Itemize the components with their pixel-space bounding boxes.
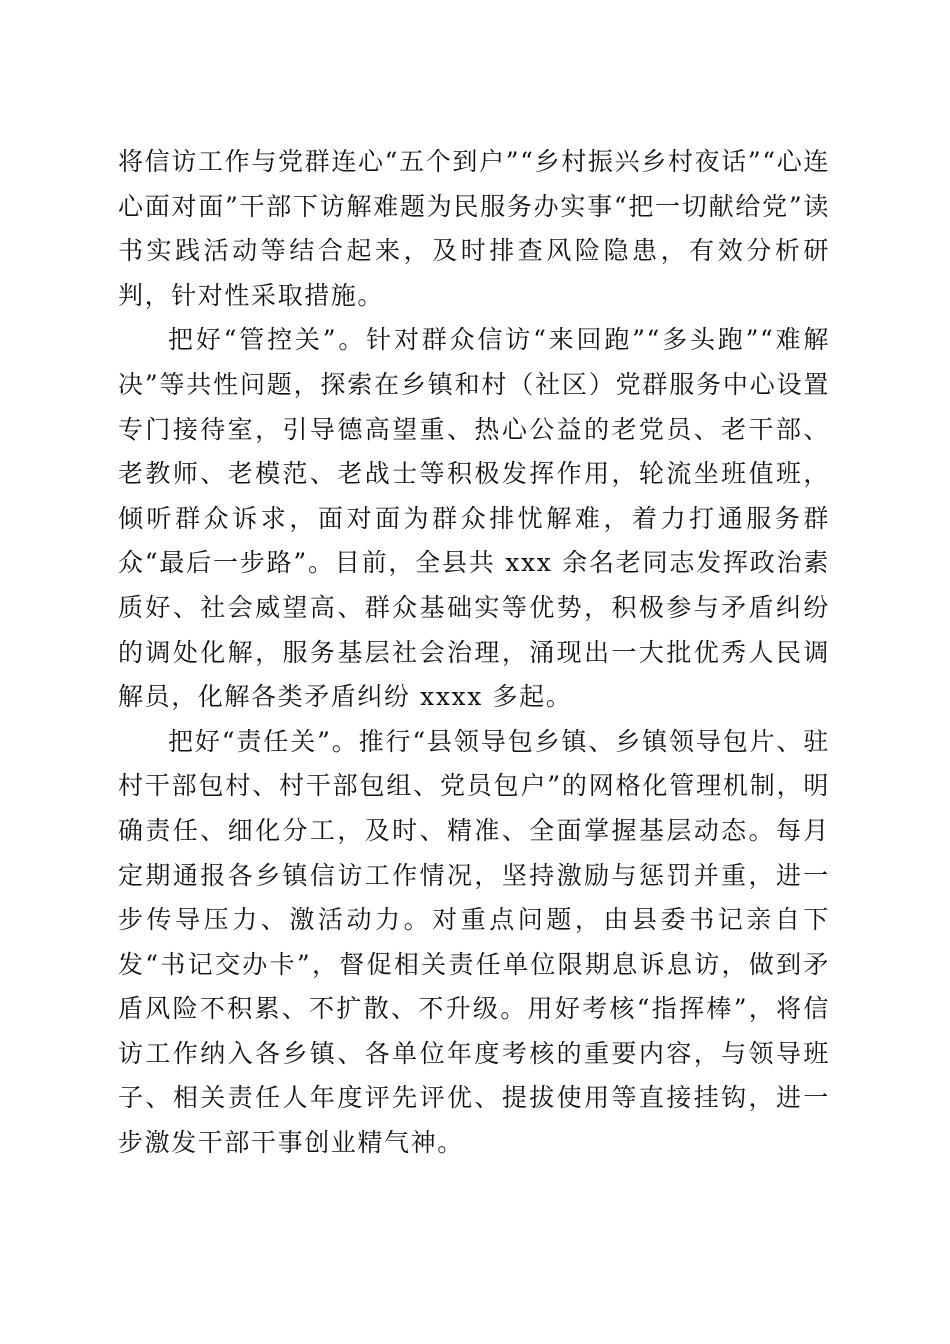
paragraph-control-gate: 把好“管控关”。针对群众信访“来回跑”“多头跑”“难解决”等共性问题，探索在乡镇和村（社区）党群服务中心设置专门接待室，引导德高望重、热心公益的老党员、老干部、老教师、老模范、老战士等积极发挥作用，轮流坐班值班，倾听群众诉求，面对面为群众排忧解难，着力打通服务群众“最后一步路”。目前，全县共 xxx 余名老同志发挥政治素质好、社会威望高、群众基础实等优势，积极参与矛盾纠纷的调处化解，服务基层社会治理，涌现出一大批优秀人民调解员，化解各类矛盾纠纷 xxxx 多起。 xyxy=(118,325,830,712)
paragraph-responsibility-gate: 把好“责任关”。推行“县领导包乡镇、乡镇领导包片、驻村干部包村、村干部包组、党员包户”的网格化管理机制，明确责任、细化分工，及时、精准、全面掌握基层动态。每月定期通报各乡镇信访工作情况，坚持激励与惩罚并重，进一步传导压力、激活动力。对重点问题，由县委书记亲自下发“书记交办卡”，督促相关责任单位限期息诉息访，做到矛盾风险不积累、不扩散、不升级。用好考核“指挥棒”，将信访工作纳入各乡镇、各单位年度考核的重要内容，与领导班子、相关责任人年度评先评优、提拔使用等直接挂钩，进一步激发干部干事创业精气神。 xyxy=(118,726,830,1158)
paragraph-continuation: 将信访工作与党群连心“五个到户”“乡村振兴乡村夜话”“心连心面对面”干部下访解难题为民服务办实事“把一切献给党”读书实践活动等结合起来，及时排查风险隐患，有效分析研判，针对性采取措施。 xyxy=(118,147,830,310)
document-body xyxy=(118,140,830,1166)
